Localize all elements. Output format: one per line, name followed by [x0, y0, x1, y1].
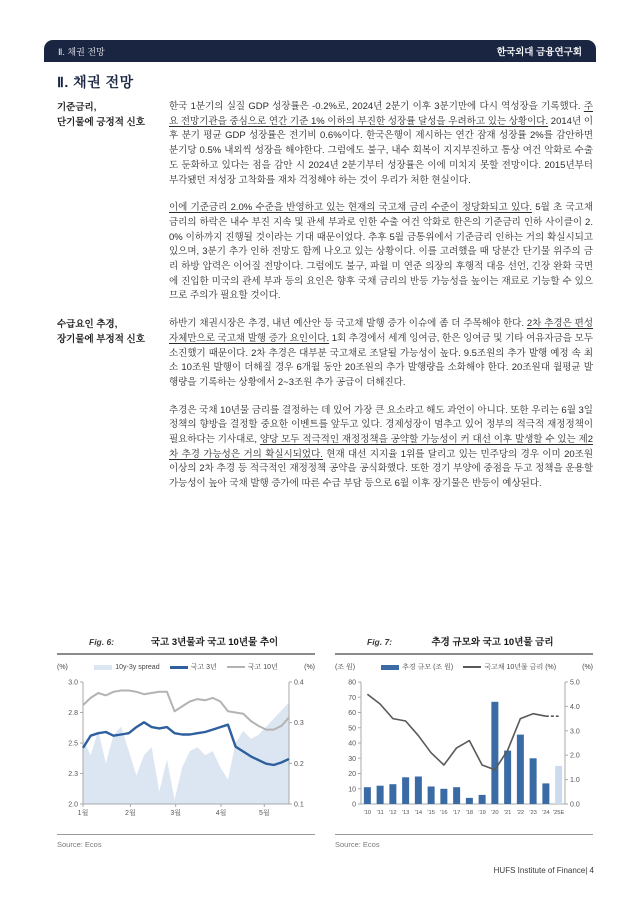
- svg-text:40: 40: [348, 740, 356, 748]
- paragraph: 하반기 채권시장은 추경, 내년 예산안 등 국고채 발행 증가 이슈에 좀 더 주목해야 한다. 2차 추경은 편성 자체만으로 국고채 발행 증가 요인이다. 1회 추경에서 세계 잉여금, 한은 잉여금 및 기타 여유자금을 모두 소진했기 때문이다. 2차 추경은 대부분 국고채로 조달될 가능성이 높다. 9.5조원의 추가 발행 예정 속 최소 10조원 발행이 더해질 경우 6개월 동안 20조원의 추가 발행량을 소화해야 한다. 20조원대 월평균 발행량을 기록하는 상황에서 2~3조원 추가 공급이 더해진다.: [169, 318, 593, 388]
- svg-text:10: 10: [348, 786, 356, 794]
- figure-6-source: Source: Ecos: [57, 834, 315, 849]
- svg-text:'11: '11: [376, 810, 384, 816]
- svg-text:70: 70: [348, 694, 356, 702]
- right-axis-unit: (%): [304, 663, 315, 671]
- svg-text:2.3: 2.3: [68, 771, 78, 778]
- paragraph: 추경은 국채 10년물 금리를 결정하는 데 있어 가장 큰 요소라고 해도 과언이 아니다. 또한 우리는 6월 3일 정책의 향방을 결정할 중요한 이벤트를 앞두고 있다. 경제성장이 멈추고 있어 정부의 적극적 재정정책이 필요하다는 기사대로, 양당 모두 적극적인 재정정책을 공약할 가능성이 커 대선 이후 발생할 수 있는 제2차 추경 가능성은 거의 확실시되었다. 현재 대선 지지율 1위를 달리고 있는 민주당의 경우 이미 20조원 이상의 2차 추경 등 적극적인 재정정책 공약을 공식화했다. 또한 경기 부양에 중점을 두고 정책을 운용할 가능성이 높아 국채 발행 증가에 따른 수급 부담 등으로 6월 이후 장기물은 반등이 예상된다.: [169, 404, 593, 490]
- figure-6-caption: [57, 634, 315, 653]
- figures-row: [57, 634, 593, 849]
- sidebar-heading-line: 단기물에 긍정적 신호: [57, 116, 145, 128]
- svg-text:'16: '16: [440, 810, 448, 816]
- gray-line-swatch-icon: [227, 666, 245, 668]
- figure-7-label: Fig. 7:: [367, 637, 393, 647]
- legend-item-3y: 국고 3년: [170, 662, 217, 672]
- svg-text:5월: 5월: [258, 810, 270, 817]
- right-axis-unit: (%): [582, 663, 593, 671]
- svg-text:'14: '14: [414, 810, 423, 816]
- svg-text:3월: 3월: [170, 810, 182, 817]
- figure-7-source: Source: Ecos: [335, 834, 593, 849]
- sidebar-heading-line: 장기물에 부정적 신호: [57, 333, 145, 345]
- svg-text:0: 0: [352, 801, 356, 809]
- left-axis-unit: (조 원): [335, 664, 356, 671]
- figure-7-caption: [335, 634, 593, 653]
- caption-rule: [57, 653, 315, 655]
- figure-7-legend: [335, 660, 593, 674]
- svg-text:0.3: 0.3: [294, 720, 304, 728]
- svg-text:1.0: 1.0: [570, 777, 580, 785]
- section-supply: [57, 317, 593, 492]
- svg-text:'21: '21: [503, 810, 512, 816]
- svg-text:0.0: 0.0: [570, 801, 580, 809]
- legend-item-spread: 10y-3y spread: [94, 664, 159, 671]
- header-section-label: Ⅱ. 채권 전망: [58, 46, 105, 57]
- svg-text:2.5: 2.5: [68, 740, 78, 748]
- svg-text:'13: '13: [401, 810, 410, 816]
- svg-text:'20: '20: [491, 810, 499, 816]
- section-rates-paragraphs: [169, 100, 593, 304]
- figure-6: [57, 634, 315, 849]
- svg-text:2.0: 2.0: [570, 752, 580, 760]
- legend-item-rate: 국고채 10년물 금리 (%): [463, 662, 556, 672]
- svg-text:80: 80: [348, 679, 356, 687]
- svg-text:3.0: 3.0: [570, 728, 580, 736]
- svg-text:0.4: 0.4: [294, 679, 304, 687]
- section-rates: [57, 100, 593, 304]
- svg-text:2월: 2월: [125, 810, 136, 817]
- svg-text:1월: 1월: [77, 810, 89, 817]
- svg-text:5.0: 5.0: [570, 679, 580, 687]
- sidebar-heading-line: 기준금리,: [57, 102, 97, 113]
- svg-text:'18: '18: [465, 810, 474, 816]
- paragraph: 한국 1분기의 실질 GDP 성장률은 -0.2%로, 2024년 2분기 이후 3분기만에 다시 역성장을 기록했다. 주요 전망기관을 중심으로 연간 기준 1% 이하의 부진한 성장률 달성을 우려하고 있는 상황이다. 2014년 이후 분기 평균 GDP 성장률은 전기비 0.6%이다. 한국은행이 제시하는 연간 잠재 성장률 2%를 감안하면 분기당 0.5% 내외씩 성장을 해야한다. 그럼에도 불구, 내수 회복이 지지부진하고 통상 여건 악화로 수출도 둔화하고 있다는 점을 감안 시 2024년 2분기부터 성장률은 이에 미치지 못할 전망이다. 2015년부터 부각됐던 저성장 고착화를 재차 걱정해야 하는 것이 우리가 처한 현실이다.: [169, 101, 593, 186]
- svg-text:2.8: 2.8: [68, 710, 78, 717]
- header-org-label: 한국외대 금융연구회: [496, 47, 582, 58]
- figure-6-legend: [57, 660, 315, 674]
- svg-text:3.0: 3.0: [68, 679, 78, 687]
- legend-item-10y: 국고 10년: [227, 662, 278, 672]
- svg-text:'17: '17: [452, 810, 461, 816]
- section-supply-paragraphs: [169, 317, 593, 492]
- svg-text:'22: '22: [516, 810, 525, 816]
- dark-line-swatch-icon: [463, 666, 481, 668]
- svg-text:'19: '19: [478, 810, 486, 816]
- left-axis-unit: (%): [57, 663, 68, 671]
- sidebar-heading-rates: [57, 100, 169, 130]
- page-footer: HUFS Institute of Finance| 4: [493, 866, 594, 875]
- svg-text:'23: '23: [529, 810, 537, 816]
- svg-text:20: 20: [348, 771, 356, 778]
- svg-text:'25E: '25E: [552, 810, 565, 816]
- paragraph: 이에 기준금리 2.0% 수준을 반영하고 있는 현재의 국고채 금리 수준이 정당화되고 있다. 5월 초 국고채 금리의 하락은 내수 부진 지속 및 관세 부과로 인한 수출 여건 악화로 한은의 기준금리 인하 사이클이 2.0% 이하까지 진행될 것이라는 기대 때문이었다. 추후 5월 금통위에서 기준금리 인하는 거의 확실시되고 있으며, 3분기 추가 인하 전망도 함께 나오고 있는 상황이다. 이를 고려했을 때 당분간 단기물 위주의 금리 하방 압력은 이어질 전망이다. 그럼에도 불구, 파월 미 연준 의장의 후행적 대응 선언, 긴장 완화 국면에 진입한 미국의 관세 부과 등의 요인은 향후 국채 금리의 반등 가능성을 높이는 재료로 기능할 수 있으므로 주의가 필요할 것이다.: [169, 202, 593, 302]
- svg-text:'12: '12: [389, 810, 397, 816]
- blue-line-swatch-icon: [170, 666, 188, 669]
- bar-swatch-icon: [381, 665, 399, 670]
- svg-text:0.2: 0.2: [294, 760, 304, 768]
- svg-text:0.1: 0.1: [294, 801, 304, 809]
- svg-text:4.0: 4.0: [570, 703, 580, 711]
- caption-rule: [335, 653, 593, 655]
- svg-text:4월: 4월: [215, 810, 227, 817]
- svg-text:'10: '10: [363, 810, 372, 816]
- legend-item-budget: 추경 규모 (조 원): [381, 662, 453, 672]
- figure-6-title: 국고 3년물과 국고 10년물 추이: [150, 637, 279, 648]
- svg-text:2.0: 2.0: [68, 801, 78, 809]
- page-title: Ⅱ. 채권 전망: [57, 74, 134, 90]
- svg-text:'15: '15: [427, 810, 435, 816]
- figure-7: [335, 634, 593, 849]
- area-swatch-icon: [94, 665, 112, 670]
- figure-6-label: Fig. 6:: [89, 637, 115, 647]
- svg-text:'24: '24: [542, 810, 550, 816]
- report-body: [57, 100, 593, 492]
- svg-text:30: 30: [348, 755, 356, 763]
- figure-7-title: 추경 규모와 국고 10년물 금리: [431, 637, 554, 648]
- svg-text:60: 60: [348, 710, 356, 717]
- sidebar-heading-supply: [57, 317, 169, 347]
- yield-trend-chart: [57, 676, 315, 828]
- header-bar: [44, 40, 596, 62]
- budget-rate-chart: [335, 676, 593, 828]
- svg-text:50: 50: [348, 725, 356, 733]
- sidebar-heading-line: 수급요인 추경,: [57, 319, 118, 331]
